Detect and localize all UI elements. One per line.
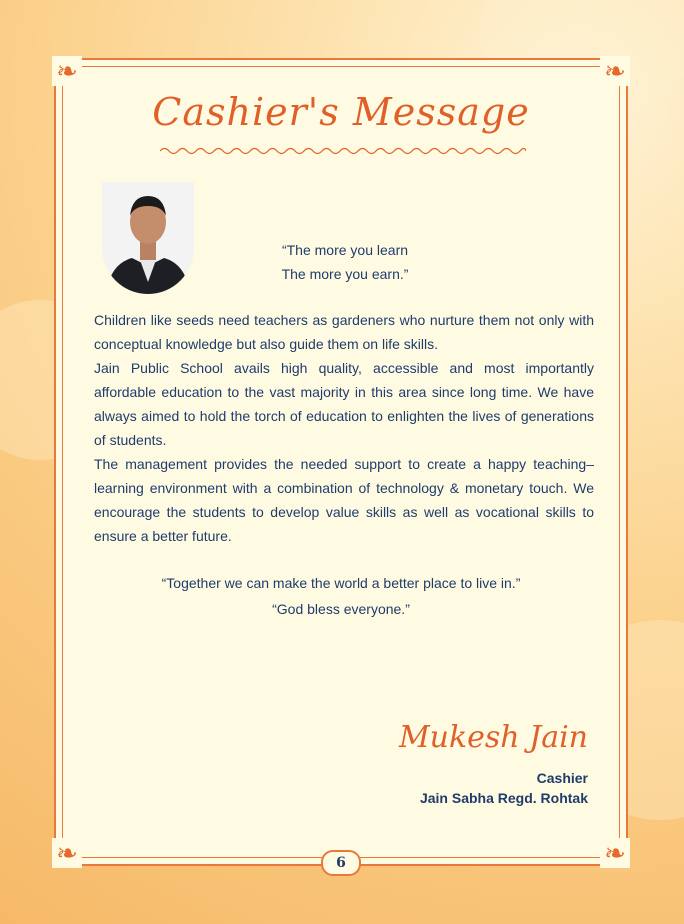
cashier-photo — [102, 182, 194, 294]
designation — [420, 768, 588, 808]
designation-organization: Jain Sabha Regd. Rohtak — [419, 790, 588, 806]
corner-ornament-icon: ❧ — [52, 56, 82, 86]
designation-title: Cashier — [536, 770, 588, 786]
closing-quote-line: “God bless everyone.” — [272, 601, 410, 617]
page-number: 6 — [321, 850, 361, 876]
body-paragraph: Jain Public School avails high quality, accessible and most importantly affordable education to the vast majority in this area since long time. We have always aimed to hold the torch of education to enlighten the lives of generations of students. — [94, 360, 594, 448]
opening-quote — [210, 238, 480, 286]
corner-ornament-icon: ❧ — [600, 838, 630, 868]
signature: Mukesh Jain — [398, 720, 588, 755]
message-body — [94, 308, 594, 548]
page-title: Cashier's Message — [152, 90, 530, 134]
body-paragraph: Children like seeds need teachers as gardeners who nurture them not only with conceptual knowledge but also guide them on life skills. — [94, 312, 594, 352]
opening-quote-line: “The more you learn — [281, 242, 409, 258]
corner-ornament-icon: ❧ — [52, 838, 82, 868]
message-frame — [54, 56, 628, 871]
body-paragraph: The management provides the needed support to create a happy teaching–learning environment with a combination of technology & monetary touch. We encourage the students to develop value skills as well as vocational skills to ensure a better future. — [94, 456, 594, 544]
closing-quote-line: “Together we can make the world a better place to live in.” — [161, 575, 521, 591]
opening-quote-line: The more you earn.” — [281, 266, 409, 282]
title-underline-flourish — [160, 146, 526, 156]
closing-quote — [76, 570, 606, 622]
corner-ornament-icon: ❧ — [600, 56, 630, 86]
